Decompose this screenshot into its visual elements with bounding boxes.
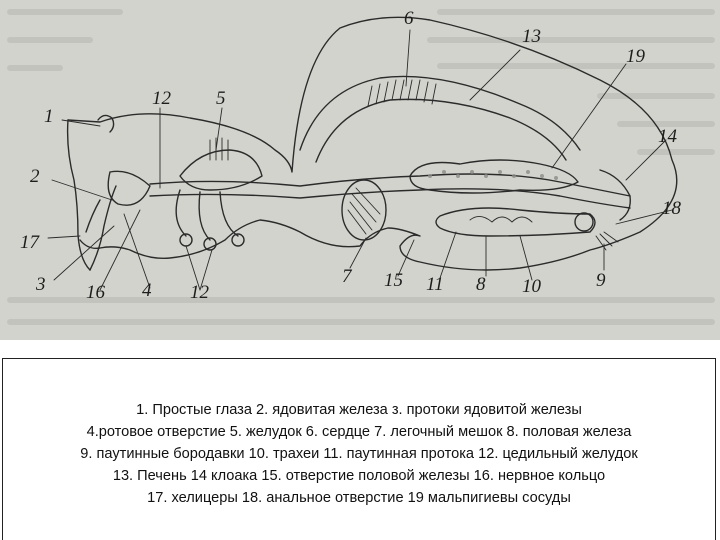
caption-frame — [2, 358, 716, 540]
reproductive-organs — [436, 208, 595, 236]
figure-label: 6 — [404, 8, 414, 29]
caption-line: 4.ротовое отверстие 5. желудок 6. сердце 7. легочный мешок 8. половая железа — [86, 424, 632, 440]
figure-label: 12 — [152, 88, 171, 109]
figure-label: 19 — [626, 46, 645, 67]
caption-line: 1. Простые глаза 2. ядовитая железа з. протоки ядовитой железы — [136, 402, 582, 418]
figure-label: 13 — [522, 26, 541, 47]
figure-label: 2 — [30, 166, 40, 187]
figure-label: 3 — [36, 274, 46, 295]
figure-label: 18 — [662, 198, 681, 219]
background-text-texture — [10, 12, 712, 322]
chelicera-outline — [68, 120, 90, 270]
figure-caption — [3, 399, 715, 509]
liver-outline — [410, 160, 578, 193]
simple-eyes-outline — [98, 115, 114, 132]
figure-label: 9 — [596, 270, 606, 291]
figure-label: 5 — [216, 88, 226, 109]
figure-label: 12 — [190, 282, 209, 303]
figure-label: 17 — [20, 232, 39, 253]
figure-label: 11 — [426, 274, 444, 295]
heart-organ — [300, 76, 580, 162]
figure-label: 14 — [658, 126, 677, 147]
figure-label: 4 — [142, 280, 152, 301]
lung-lamellae — [348, 188, 380, 234]
figure-label: 1 — [44, 106, 54, 127]
caption-line: 9. паутинные бородавки 10. трахеи 11. паутинная протока 12. цедильный желудок — [80, 446, 638, 462]
figure-labels — [20, 8, 682, 303]
caption-line: 17. хелицеры 18. анальное отверстие 19 мальпигиевы сосуды — [147, 490, 571, 506]
figure-label: 10 — [522, 276, 541, 297]
figure-label: 8 — [476, 274, 486, 295]
figure-label: 15 — [384, 270, 403, 291]
figure-label: 16 — [86, 282, 105, 303]
caption-line: 13. Печень 14 клоака 15. отверстие половой железы 16. нервное кольцо — [112, 468, 606, 484]
intestine-organs — [150, 160, 630, 208]
figure-label: 7 — [342, 266, 352, 287]
